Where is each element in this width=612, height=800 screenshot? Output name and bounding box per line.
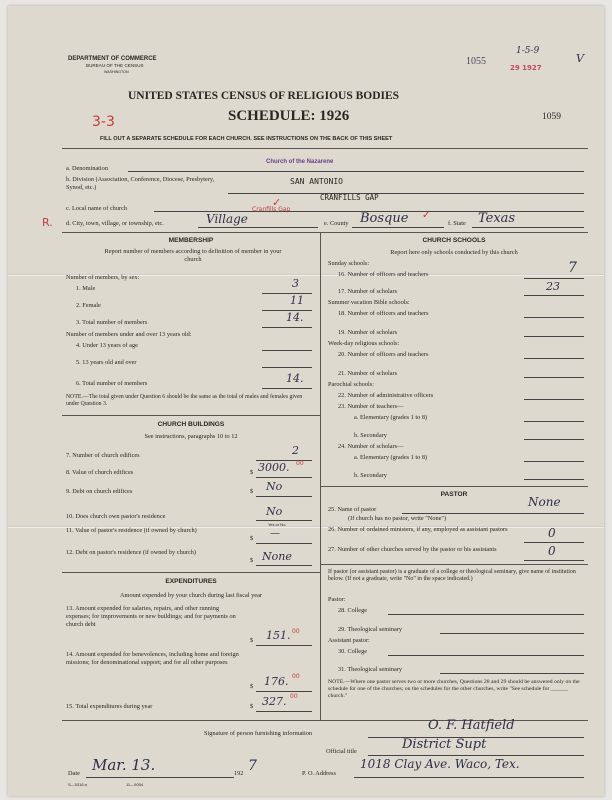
department-label: DEPARTMENT OF COMMERCE <box>68 56 157 62</box>
q3-label: 3. Total number of members <box>76 319 148 326</box>
q16-label: 16. Number of officers and teachers <box>338 271 429 278</box>
city-label: WASHINGTON <box>104 70 129 74</box>
pastor-sub-label: Pastor: <box>328 596 346 603</box>
expenditures-heading: EXPENDITURES <box>165 578 217 585</box>
census-schedule-sheet <box>8 6 604 796</box>
dollar-sign: $ <box>250 469 254 476</box>
q7-value: 2 <box>292 444 299 457</box>
q1-value: 3 <box>292 277 299 290</box>
red-check-mark: ✓ <box>422 210 431 221</box>
weekday-label: Week-day religious schools: <box>328 340 400 347</box>
q25-value: None <box>528 495 561 509</box>
buildings-intro: See instructions, paragraphs 10 to 12 <box>144 433 238 440</box>
q15-cents: 00 <box>290 693 298 700</box>
q2-label: 2. Female <box>76 302 101 309</box>
local-name-value: CRANFILLS GAP <box>320 193 379 202</box>
serial-number: 1059 <box>542 112 561 122</box>
dollar-sign: $ <box>250 557 254 564</box>
year-prefix: 192 <box>234 770 244 777</box>
q26-value: 0 <box>548 526 556 540</box>
membership-heading: MEMBERSHIP <box>168 237 214 244</box>
q10-value: No <box>266 505 283 518</box>
schools-heading: CHURCH SCHOOLS <box>422 237 486 244</box>
q19-label: 19. Number of scholars <box>338 329 398 336</box>
header-rule <box>62 148 588 149</box>
q15-label: 15. Total expenditures during year <box>66 703 153 710</box>
date-label: Date <box>68 770 80 777</box>
city-label: d. City, town, village, or township, etc. <box>66 220 164 227</box>
q24b-label: b. Secondary <box>354 472 387 479</box>
q22-label: 22. Number of administrative officers <box>338 392 434 399</box>
pastor-heading: PASTOR <box>440 491 468 498</box>
q25-label: 25. Name of pastor <box>328 506 377 513</box>
age-intro: Number of members under and over 13 years old: <box>66 331 192 338</box>
q23-label: 23. Number of teachers— <box>338 403 404 410</box>
schools-intro: Report here only schools conducted by this church <box>390 249 518 256</box>
year-value: 7 <box>248 758 257 774</box>
state-value: Texas <box>478 211 516 226</box>
parochial-label: Parochial schools: <box>328 381 374 388</box>
summer-label: Summer vacation Bible schools: <box>328 299 410 306</box>
denomination-label: a. Denomination <box>66 165 108 172</box>
q6-value: 14. <box>286 372 304 385</box>
dollar-sign: $ <box>250 535 254 542</box>
q27-label: 27. Number of other churches served by the pastor or his assistants <box>328 546 497 553</box>
q13-label: 13. Amount expended for salaries, repairs, and other running expenses; for improvements or new buildings; and for payments on church debt <box>66 605 236 628</box>
red-code-mark: 3-3 <box>92 114 115 130</box>
q15-value: 327. <box>262 695 287 708</box>
q18-label: 18. Number of officers and teachers <box>338 310 429 317</box>
q13-cents: 00 <box>292 628 300 635</box>
denomination-stamp: Church of the Nazarene <box>266 159 334 165</box>
red-r-mark: R. <box>42 216 53 229</box>
expenditures-intro: Amount expended by your church during last fiscal year <box>120 592 262 599</box>
date-value: Mar. 13. <box>92 756 156 774</box>
instruction-line: FILL OUT A SEPARATE SCHEDULE FOR EACH CHURCH. SEE INSTRUCTIONS ON THE BACK OF THIS SHEET <box>100 136 393 142</box>
q16-value: 7 <box>568 260 577 276</box>
q24a-label: a. Elementary (grades 1 to 8) <box>354 454 428 461</box>
q6-label: 6. Total number of members <box>76 380 148 387</box>
dollar-sign: $ <box>250 488 254 495</box>
q23b-label: b. Secondary <box>354 432 387 439</box>
q25-hint: (If church has no pastor, write "None") <box>348 515 447 522</box>
q9-label: 9. Debt on church edifices <box>66 488 133 495</box>
pastor-note: NOTE.—Where one pastor serves two or more churches, Questions 28 and 29 should be answered only on the schedule for one of the churches; on the schedules for the other churches, write "See schedule for ______ church." <box>328 679 580 699</box>
q31-label: 31. Theological seminary <box>338 666 403 673</box>
po-address-value: 1018 Clay Ave. Waco, Tex. <box>360 757 520 771</box>
q12-value: None <box>262 550 292 563</box>
q2-value: 11 <box>290 294 304 307</box>
red-check-mark: ✓ <box>272 196 282 209</box>
q17-value: 23 <box>546 280 560 293</box>
county-label: e. County <box>324 220 349 227</box>
buildings-heading: CHURCH BUILDINGS <box>157 421 225 428</box>
date-stamp: 29 1927 <box>510 64 542 72</box>
stamp-number: 1055 <box>466 56 486 67</box>
section-rule <box>62 232 588 233</box>
dollar-sign: $ <box>250 683 254 690</box>
membership-intro: Report number of members according to definition of member in your church <box>104 248 282 263</box>
q23a-label: a. Elementary (grades 1 to 8) <box>354 414 428 421</box>
q17-label: 17. Number of scholars <box>338 288 398 295</box>
dollar-sign: $ <box>250 637 254 644</box>
schedule-title: SCHEDULE: 1926 <box>228 108 350 124</box>
corner-check: V <box>576 52 584 65</box>
q14-cents: 00 <box>292 673 300 680</box>
q8-cents: 00 <box>296 460 304 467</box>
division-label: b. Division (Association, Conference, Diocese, Presbytery, Synod, etc.) <box>66 176 215 191</box>
county-value: Bosque <box>360 211 409 226</box>
official-title-label: Official title <box>326 748 357 755</box>
q14-label: 14. Amount expended for benevolences, including home and foreign missions; for denominational support; and for all other purposes <box>66 651 239 666</box>
signature-value: O. F. Hatfield <box>428 718 515 733</box>
q29-label: 29. Theological seminary <box>338 626 403 633</box>
q5-label: 5. 13 years old and over <box>76 359 137 366</box>
q27-value: 0 <box>548 544 556 558</box>
q10-hint: Yes or No <box>268 522 286 527</box>
official-title-value: District Supt <box>402 737 487 752</box>
graduate-note: If pastor (or assistant pastor) is a graduate of a college or theological seminary, give name of institution below. (If not a graduate, write "No" in the space indicated.) <box>328 569 576 583</box>
q7-label: 7. Number of church edifices <box>66 452 140 459</box>
q13-value: 151. <box>266 629 291 642</box>
q11-label: 11. Value of pastor's residence (if owned by church) <box>66 527 197 534</box>
assistant-sub-label: Assistant pastor: <box>328 637 370 644</box>
q24-label: 24. Number of scholars— <box>338 443 404 450</box>
q26-label: 26. Number of ordained ministers, if any, employed as assistant pastors <box>328 526 508 533</box>
q12-label: 12. Debt on pastor's residence (if owned by church) <box>66 549 197 556</box>
sunday-label: Sunday schools: <box>328 260 370 267</box>
state-label: f. State <box>448 220 466 227</box>
bureau-label: BUREAU OF THE CENSUS <box>86 63 144 68</box>
q8-label: 8. Value of church edifices <box>66 469 134 476</box>
q8-value: 3000. <box>258 461 290 474</box>
by-sex-label: Number of members, by sex: <box>66 274 140 281</box>
q10-label: 10. Does church own pastor's residence <box>66 513 166 520</box>
local-name-label: c. Local name of church <box>66 205 128 212</box>
q28-label: 28. College <box>338 607 368 614</box>
city-value: Village <box>206 212 248 226</box>
page-title: UNITED STATES CENSUS OF RELIGIOUS BODIES <box>128 90 400 102</box>
q1-label: 1. Male <box>76 285 96 292</box>
q21-label: 21. Number of scholars <box>338 370 398 377</box>
q30-label: 30. College <box>338 648 368 655</box>
po-address-label: P. O. Address <box>302 770 336 777</box>
q9-value: No <box>266 480 283 493</box>
q4-label: 4. Under 13 years of age <box>76 342 138 349</box>
q11-value: — <box>270 528 280 539</box>
q3-value: 14. <box>286 311 304 324</box>
signature-label: Signature of person furnishing information <box>204 730 313 737</box>
q20-label: 20. Number of officers and teachers <box>338 351 429 358</box>
membership-note: NOTE.—The total given under Question 6 should be the same as the total of males and females given under Question 3. <box>66 394 303 407</box>
division-value: SAN ANTONIO <box>290 177 343 186</box>
column-divider <box>320 232 321 720</box>
corner-note: 1-5-9 <box>516 46 540 56</box>
dollar-sign: $ <box>250 703 254 710</box>
form-code: S—5318 a <box>68 782 87 787</box>
form-code-2: 11—9054 <box>126 782 144 787</box>
city-note: Cranfills Gap <box>252 206 291 213</box>
q14-value: 176. <box>264 675 289 688</box>
